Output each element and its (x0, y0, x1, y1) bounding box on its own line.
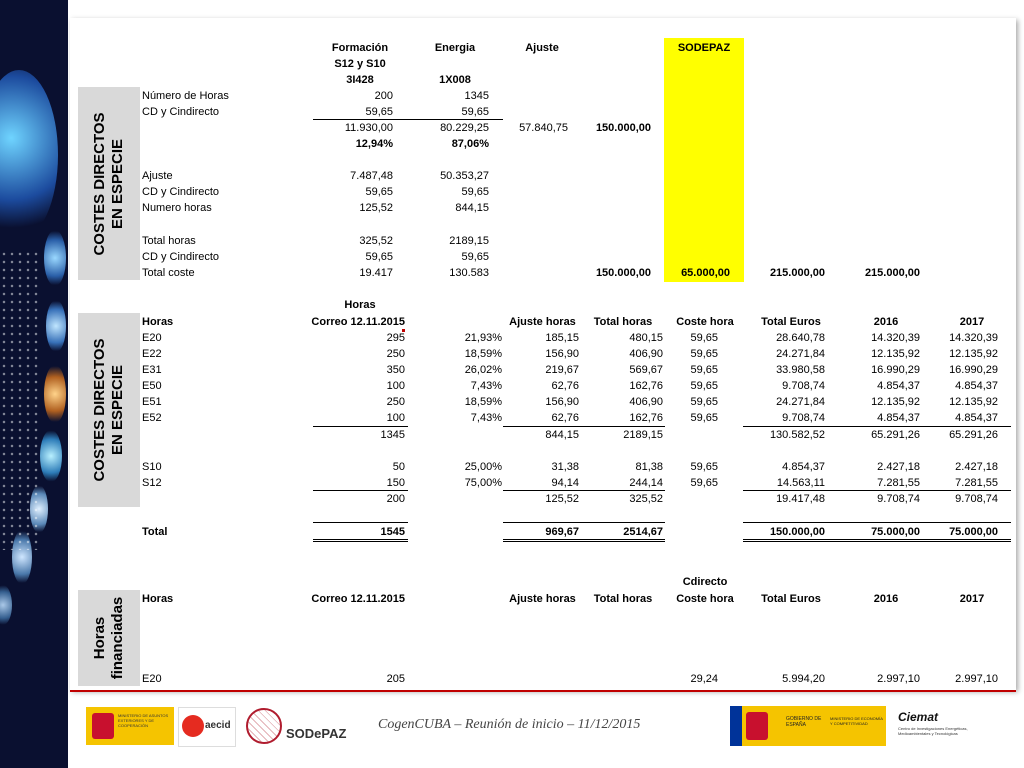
cell-coste: 59,65 (690, 396, 718, 408)
dot-pattern (0, 250, 40, 550)
gobierno-text: GOBIERNO DE ESPAÑA (786, 716, 822, 728)
row-label: Total coste (142, 267, 195, 279)
cell-horas: 250 (386, 348, 405, 360)
divider (503, 490, 665, 491)
cell-coste: 59,65 (690, 348, 718, 360)
cell-total: 569,67 (629, 364, 663, 376)
header-2017: 2017 (959, 316, 985, 328)
cell-e: 65.000,00 (681, 267, 730, 279)
cell-y2017: 75.000,00 (949, 526, 998, 538)
cell-y2017: 9.708,74 (955, 493, 998, 505)
cell-ajuste: 125,52 (545, 493, 579, 505)
row-label: Total horas (142, 235, 196, 247)
cell-total: 162,76 (629, 380, 663, 392)
header-horas: Horas (142, 316, 174, 328)
header-total-euros: Total Euros (761, 316, 821, 328)
cell-b: 130.583 (449, 267, 489, 279)
divider (503, 426, 665, 427)
cell-euros: 24.271,84 (776, 348, 825, 360)
cell-b: 844,15 (455, 202, 489, 214)
cell-y2016: 9.708,74 (877, 493, 920, 505)
cell-ajuste: 156,90 (545, 348, 579, 360)
cell-euros: 130.582,52 (769, 429, 825, 441)
row-label: E52 (142, 412, 162, 424)
cell-pct: 7,43% (470, 380, 502, 392)
cell-total: 406,90 (629, 348, 663, 360)
cell-d: 150.000,00 (595, 267, 651, 279)
cell-pct: 21,93% (464, 332, 502, 344)
cell-y2017: 12.135,92 (949, 396, 998, 408)
cell-a: 19.417 (359, 267, 393, 279)
ciemat-text: Ciemat (898, 710, 939, 724)
divider (408, 119, 503, 120)
cell-horas: 1545 (380, 526, 405, 538)
cell-euros: 14.563,11 (776, 477, 825, 489)
cell-ajuste: 156,90 (545, 396, 579, 408)
divider (743, 539, 1011, 542)
sodepaz-text: SODePAZ (286, 726, 347, 741)
ciemat-sub-text: Centro de Investigaciones Energéticas, Medioambientales y Tecnológicas (898, 726, 968, 736)
cell-horas: 1345 (380, 429, 405, 441)
cell-horas: 350 (386, 364, 405, 376)
header-horas-top: Horas (344, 299, 376, 311)
row-label: E51 (142, 396, 162, 408)
header-ajuste-horas: Ajuste horas (509, 593, 576, 605)
header-energia: Energia (434, 42, 476, 54)
cell-a: 11.930,00 (344, 122, 393, 134)
divider (743, 426, 1011, 427)
divider (313, 490, 408, 491)
cell-horas: 205 (386, 673, 405, 685)
cell-coste: 59,65 (690, 412, 718, 424)
cell-y2016: 12.135,92 (871, 396, 920, 408)
cell-coste: 59,65 (690, 380, 718, 392)
cell-horas: 150 (386, 477, 405, 489)
footer (70, 696, 1016, 768)
cell-euros: 24.271,84 (776, 396, 825, 408)
cell-f: 215.000,00 (769, 267, 825, 279)
cell-horas: 200 (386, 493, 405, 505)
section2-band (78, 313, 140, 507)
cell-total: 162,76 (629, 412, 663, 424)
cell-euros: 9.708,74 (782, 380, 825, 392)
globe-orb (46, 300, 66, 352)
cell-coste: 59,65 (690, 461, 718, 473)
header-total-euros: Total Euros (761, 593, 821, 605)
cell-total: 81,38 (635, 461, 663, 473)
row-label: Numero horas (142, 202, 212, 214)
globe-orb (40, 430, 62, 482)
cell-euros: 19.417,48 (776, 493, 825, 505)
globe-icon (246, 708, 282, 744)
cell-total: 2189,15 (623, 429, 663, 441)
cell-b: 2189,15 (449, 235, 489, 247)
cell-total: 406,90 (629, 396, 663, 408)
header-coste-hora: Coste hora (676, 316, 734, 328)
cell-a: 200 (374, 90, 393, 102)
section1-band (78, 87, 140, 280)
footer-divider (70, 690, 1016, 692)
cell-total: 325,52 (629, 493, 663, 505)
cell-y2017: 4.854,37 (955, 380, 998, 392)
section1-band-label: COSTES DIRECTOS EN ESPECIE (91, 111, 126, 256)
cell-a: 12,94% (355, 138, 393, 150)
section3-band (78, 590, 140, 686)
cell-b: 59,65 (461, 186, 489, 198)
cell-y2016: 14.320,39 (871, 332, 920, 344)
eu-flag-icon (730, 706, 742, 746)
cell-a: 59,65 (365, 251, 393, 263)
cell-ajuste: 219,67 (545, 364, 579, 376)
header-horas: Horas (142, 593, 174, 605)
cell-pct: 25,00% (464, 461, 502, 473)
cell-b: 87,06% (451, 138, 489, 150)
cell-coste: 59,65 (690, 477, 718, 489)
header-2017: 2017 (959, 593, 985, 605)
ministerio-economia-text: MINISTERIO DE ECONOMÍA Y COMPETITIVIDAD (830, 716, 883, 726)
header-cdirecto: Cdirecto (682, 576, 728, 588)
aecid-logo (178, 707, 236, 747)
cell-total-euros: 5.994,20 (782, 673, 825, 685)
header-total-horas: Total horas (593, 593, 653, 605)
cell-d: 150.000,00 (595, 122, 651, 134)
cell-b: 50.353,27 (440, 170, 489, 182)
header-total-horas: Total horas (593, 316, 653, 328)
divider (313, 119, 408, 120)
cell-coste: 59,65 (690, 364, 718, 376)
aecid-mark-icon (182, 715, 204, 737)
cell-a: 59,65 (365, 106, 393, 118)
section3-band-label: Horas financiadas (91, 596, 126, 680)
cell-euros: 28.640,78 (776, 332, 825, 344)
cell-b: 59,65 (461, 106, 489, 118)
cell-y2016: 2.427,18 (877, 461, 920, 473)
cell-a: 59,65 (365, 186, 393, 198)
cell-pct: 7,43% (470, 412, 502, 424)
cell-total: 244,14 (629, 477, 663, 489)
cell-pct: 18,59% (464, 396, 502, 408)
cell-euros: 9.708,74 (782, 412, 825, 424)
cell-y2016: 16.990,29 (871, 364, 920, 376)
cell-b: 80.229,25 (440, 122, 489, 134)
cell-ajuste: 94,14 (551, 477, 579, 489)
cell-y2016: 4.854,37 (877, 412, 920, 424)
header-formacion-code: 3I428 (346, 74, 374, 86)
sodepaz-logo (244, 706, 354, 750)
cell-ajuste: 185,15 (545, 332, 579, 344)
cell-y2016: 75.000,00 (871, 526, 920, 538)
row-label: E31 (142, 364, 162, 376)
cell-a: 7.487,48 (350, 170, 393, 182)
row-label: CD y Cindirecto (142, 106, 220, 118)
cell-euros: 150.000,00 (769, 526, 825, 538)
cell-y2017: 2.427,18 (955, 461, 998, 473)
header-formacion-sub: S12 y S10 (334, 58, 386, 70)
logo-text: MINISTERIO DE ASUNTOS EXTERIORES Y DE COOPERACIÓN (118, 713, 169, 728)
cell-y2016: 12.135,92 (871, 348, 920, 360)
cell-g: 215.000,00 (864, 267, 920, 279)
cell-horas: 100 (386, 412, 405, 424)
footer-title: CogenCUBA – Reunión de inicio – 11/12/2015 (378, 717, 641, 732)
cell-euros: 33.980,58 (776, 364, 825, 376)
header-correo: Correo 12.11.2015 (311, 316, 405, 328)
cell-y2017: 7.281,55 (955, 477, 998, 489)
row-label: CD y Cindirecto (142, 186, 220, 198)
row-label: E22 (142, 348, 162, 360)
aecid-text: aecid (205, 720, 231, 731)
divider (503, 539, 665, 542)
cell-ajuste: 62,76 (551, 412, 579, 424)
cell-total: 480,15 (629, 332, 663, 344)
divider (743, 522, 1011, 523)
header-coste-hora: Coste hora (676, 593, 734, 605)
cell-horas: 250 (386, 396, 405, 408)
cell-euros: 4.854,37 (782, 461, 825, 473)
ciemat-logo (892, 708, 972, 744)
cell-b: 59,65 (461, 251, 489, 263)
cell-y2017: 4.854,37 (955, 412, 998, 424)
header-ajuste-horas: Ajuste horas (509, 316, 576, 328)
cell-coste-hora: 29,24 (690, 673, 718, 685)
decorative-sidebar (0, 0, 68, 768)
divider (743, 490, 1011, 491)
cell-ajuste: 31,38 (551, 461, 579, 473)
cell-total: 2514,67 (623, 526, 663, 538)
sodepaz-highlight (664, 38, 744, 282)
cell-y2017: 65.291,26 (949, 429, 998, 441)
coat-of-arms-icon (746, 712, 768, 740)
globe-orb (0, 585, 12, 625)
header-energia-code: 1X008 (439, 74, 471, 86)
cell-y2017: 14.320,39 (949, 332, 998, 344)
globe-orb (44, 230, 66, 286)
divider (313, 522, 408, 523)
cell-pct: 75,00% (464, 477, 502, 489)
header-ajuste: Ajuste (525, 42, 559, 54)
row-label: E50 (142, 380, 162, 392)
cell-y2016: 4.854,37 (877, 380, 920, 392)
cell-pct: 26,02% (464, 364, 502, 376)
divider (313, 426, 408, 427)
cell-ajuste: 969,67 (545, 526, 579, 538)
cell-y2016: 7.281,55 (877, 477, 920, 489)
header-correo: Correo 12.11.2015 (311, 593, 405, 605)
cell-pct: 18,59% (464, 348, 502, 360)
cell-a: 325,52 (359, 235, 393, 247)
row-label: E20 (142, 673, 162, 685)
header-sodepaz: SODEPAZ (677, 42, 731, 54)
cell-y2017: 12.135,92 (949, 348, 998, 360)
cell-y2016: 65.291,26 (871, 429, 920, 441)
section2-band-label: COSTES DIRECTOS EN ESPECIE (91, 338, 126, 482)
cell-2017: 2.997,10 (955, 673, 998, 685)
header-2016: 2016 (873, 316, 899, 328)
globe-orb (0, 70, 58, 240)
globe-orb (44, 365, 66, 423)
gobierno-espana-logo (730, 706, 886, 746)
spain-cooperation-logo (86, 707, 174, 745)
row-label: E20 (142, 332, 162, 344)
header-formacion: Formación (331, 42, 389, 54)
row-label: S10 (142, 461, 162, 473)
divider (313, 539, 408, 542)
cell-b: 1345 (464, 90, 489, 102)
row-label: S12 (142, 477, 162, 489)
divider (503, 522, 665, 523)
row-label: Número de Horas (142, 90, 229, 102)
cell-horas: 100 (386, 380, 405, 392)
cell-a: 125,52 (359, 202, 393, 214)
cell-ajuste: 62,76 (551, 380, 579, 392)
header-2016: 2016 (873, 593, 899, 605)
cell-ajuste: 844,15 (545, 429, 579, 441)
cell-horas: 50 (392, 461, 405, 473)
cell-2016: 2.997,10 (877, 673, 920, 685)
cell-coste: 59,65 (690, 332, 718, 344)
cell-y2017: 16.990,29 (949, 364, 998, 376)
row-label: CD y Cindirecto (142, 251, 220, 263)
cell-horas: 295 (386, 332, 405, 344)
row-label: Ajuste (142, 170, 173, 182)
row-label: Total (142, 526, 168, 538)
coat-of-arms-icon (92, 713, 114, 739)
cell-c: 57.840,75 (519, 122, 568, 134)
